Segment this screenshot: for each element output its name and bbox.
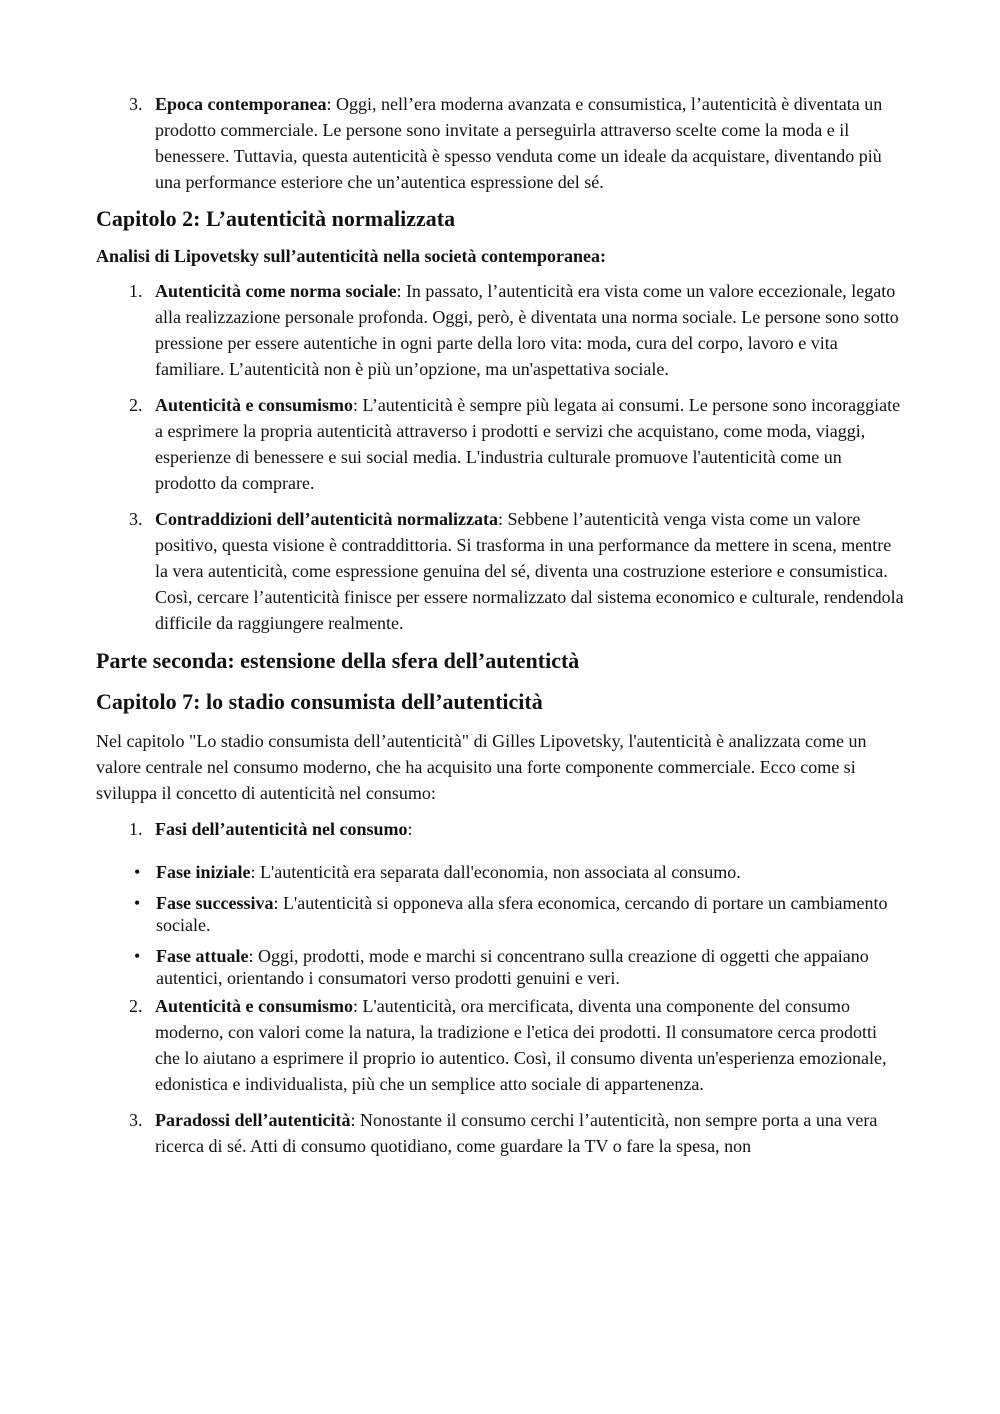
- chapter-7-intro: Nel capitolo "Lo stadio consumista dell’autenticità" di Gilles Lipovetsky, l'autenticità è analizzata come un valore centrale nel consumo moderno, che ha acquisito una forte componente commerciale. Ecco come si sviluppa il concetto di autenticità nel consumo:: [96, 731, 867, 803]
- list-item: [96, 993, 904, 1097]
- bullet-symbol: •: [134, 862, 141, 882]
- list-item-title: Autenticità come norma sociale: [155, 281, 397, 301]
- numbered-list-epochs: [96, 91, 904, 195]
- bullet-item: [96, 945, 904, 989]
- list-number: 1.: [129, 819, 143, 839]
- list-number: 2.: [129, 996, 143, 1016]
- list-item-text: : In passato, l’autenticità era vista come un valore eccezionale, legato alla realizzazione personale profonda. Oggi, però, è diventata una norma sociale. Le persone sono sotto pressione per essere autentiche in ogni parte della loro vita: moda, cura del corpo, lavoro e vita familiare. L’autenticità non è più un’opzione, ma un'aspettativa sociale.: [155, 281, 899, 379]
- list-item-title: Contraddizioni dell’autenticità normalizzata: [155, 509, 498, 529]
- bullet-item-title: Fase iniziale: [156, 862, 251, 882]
- list-item-text: : Sebbene l’autenticità venga vista come un valore positivo, questa visione è contraddittoria. Si trasforma in una performance da mettere in scena, mentre la vera autenticità, come espressione genuina del sé, diventa una costruzione esteriore e consumistica. Così, cercare l’autenticità finisce per essere normalizzato dal sistema economico e culturale, rendendola difficile da raggiungere realmente.: [155, 509, 904, 633]
- bullet-item-title: Fase successiva: [156, 893, 274, 913]
- list-item-text: : L’autenticità è sempre più legata ai consumi. Le persone sono incoraggiate a esprimere la propria autenticità attraverso i prodotti e servizi che acquistano, come moda, viaggi, esperienze di benessere e sui social media. L'industria culturale promuove l'autenticità come un prodotto da comprare.: [155, 395, 901, 493]
- list-item-text: :: [407, 819, 413, 839]
- bullet-symbol: •: [134, 893, 141, 913]
- list-number: 3.: [129, 509, 143, 529]
- list-item: [96, 816, 904, 989]
- list-item-text: : Nonostante il consumo cerchi l’autenticità, non sempre porta a una vera ricerca di sé. Atti di consumo quotidiano, come guardare la TV o fare la spesa, non: [155, 1110, 878, 1156]
- bullet-item-text: : Oggi, prodotti, mode e marchi si concentrano sulla creazione di oggetti che appaiano autentici, orientando i consumatori verso prodotti genuini e veri.: [156, 946, 869, 988]
- bullet-item-text: : L'autenticità era separata dall'economia, non associata al consumo.: [250, 862, 741, 882]
- list-item-title: Fasi dell’autenticità nel consumo: [155, 819, 408, 839]
- list-item-title: Epoca contemporanea: [155, 94, 327, 114]
- chapter-2-subheading: Analisi di Lipovetsky sull’autenticità nella società contemporanea:: [96, 246, 606, 266]
- bullet-item-text: : L'autenticità si opponeva alla sfera economica, cercando di portare un cambiamento sociale.: [156, 893, 888, 935]
- list-number: 3.: [129, 1110, 143, 1130]
- list-item: [96, 1107, 904, 1159]
- list-item-text: : L'autenticità, ora mercificata, diventa una componente del consumo moderno, con valori come la natura, la tradizione e l'etica dei prodotti. Il consumatore cerca prodotti che lo aiutano a esprimere il proprio io autentico. Così, il consumo diventa un'esperienza emozionale, edonistica e individualista, più che un semplice atto sociale di appartenenza.: [155, 996, 887, 1094]
- list-item: [96, 392, 904, 496]
- numbered-list-chapter-2: [96, 278, 904, 636]
- list-item: [96, 91, 904, 195]
- list-number: 3.: [129, 94, 143, 114]
- list-number: 1.: [129, 281, 143, 301]
- numbered-list-chapter-7: [96, 816, 904, 1159]
- document-page: [96, 91, 904, 1159]
- bullet-item-title: Fase attuale: [156, 946, 249, 966]
- bullet-item: [96, 861, 904, 883]
- list-item-title: Autenticità e consumismo: [155, 395, 353, 415]
- part-2-heading: Parte seconda: estensione della sfera dell’autentictà: [96, 648, 580, 673]
- list-number: 2.: [129, 395, 143, 415]
- list-item: [96, 506, 904, 636]
- bullet-list-phases: [96, 861, 904, 989]
- list-item-text: : Oggi, nell’era moderna avanzata e consumistica, l’autenticità è diventata un prodotto commerciale. Le persone sono invitate a perseguirla attraverso scelte come la moda e il benessere. Tuttavia, questa autenticità è spesso venduta come un ideale da acquistare, diventando più una performance esteriore che un’autentica espressione del sé.: [155, 94, 883, 192]
- list-item-title: Autenticità e consumismo: [155, 996, 353, 1016]
- chapter-2-heading: Capitolo 2: L’autenticità normalizzata: [96, 206, 456, 231]
- chapter-7-heading: Capitolo 7: lo stadio consumista dell’autenticità: [96, 689, 543, 714]
- list-item-title: Paradossi dell’autenticità: [155, 1110, 351, 1130]
- bullet-symbol: •: [134, 946, 141, 966]
- list-item: [96, 278, 904, 382]
- bullet-item: [96, 892, 904, 936]
